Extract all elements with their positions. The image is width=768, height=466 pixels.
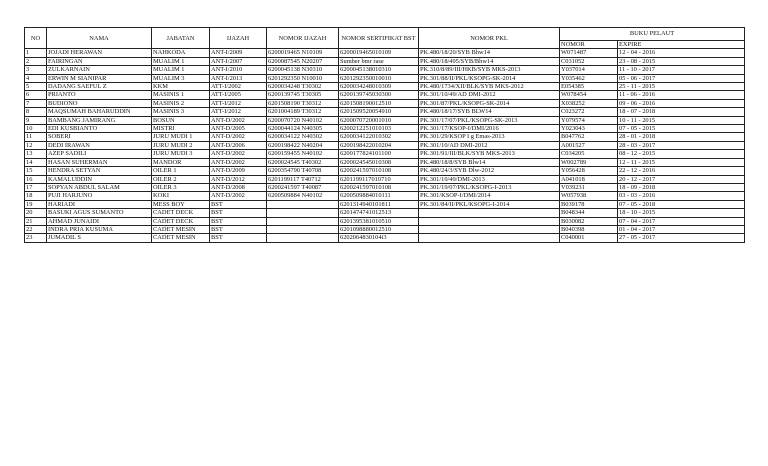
cell-nomor-pkl: PK.301/87/PKL/KSOPG-SK-2014 [419,99,560,107]
cell-ijazah: BST [210,200,267,208]
cell-jabatan: OILER 1 [152,167,210,175]
table-row [25,150,745,158]
cell-buku-nomor: W057938 [560,192,618,200]
cell-buku-expire: 18 - 07 - 2018 [618,108,745,116]
table-row [25,175,745,183]
header-ijazah: IJAZAH [210,28,267,49]
table-row [25,200,745,208]
cell-nomor-ijazah: 6201199117 T40712 [267,175,339,183]
cell-buku-expire: 08 - 12 - 2015 [618,150,745,158]
cell-buku-nomor: B040398 [560,225,618,233]
cell-nomor-pkl: PK.301/88/II/PKL/KSOPG-SK-2014 [419,74,560,82]
cell-jabatan: BOSUN [152,116,210,124]
cell-nomor-sertifikat: 6201508190012510 [339,99,419,107]
cell-nomor-sertifikat: 6200034248010309 [339,83,419,91]
cell-buku-expire: 05 - 06 - 2017 [618,74,745,82]
cell-nomor-pkl: PK.301/17/KSOP-I/DMI/2016 [419,125,560,133]
cell-no: 7 [25,99,47,107]
table-row [25,108,745,116]
cell-nomor-ijazah: 6200070720 N40102 [267,116,339,124]
cell-no: 13 [25,150,47,158]
cell-no: 10 [25,125,47,133]
cell-nomor-sertifikat: 6201292350010010 [339,74,419,82]
cell-no: 5 [25,83,47,91]
cell-nomor-ijazah: 6200139745 T30305 [267,91,339,99]
cell-buku-nomor: E054385 [560,83,618,91]
cell-no: 8 [25,108,47,116]
cell-buku-nomor: W071487 [560,49,618,57]
table-row [25,133,745,141]
cell-nomor-pkl: PK.301/10/AD DMI-2012 [419,141,560,149]
cell-nomor-ijazah: 6200509884 N40102 [267,192,339,200]
cell-no: 16 [25,175,47,183]
table-row [25,99,745,107]
table-header [25,28,745,49]
table-row [25,141,745,149]
cell-jabatan: MANDOR [152,158,210,166]
cell-nama: BUDIONO [47,99,152,107]
cell-ijazah: ATT-I/2002 [210,83,267,91]
cell-nomor-sertifikat: 6200212251010103 [339,125,419,133]
cell-nomor-pkl: PK.301/84/II/PKL/KSOPG-I-2014 [419,200,560,208]
cell-nama: DADANG SAEFUL Z [47,83,152,91]
cell-nomor-sertifikat: Sumber bmr rase [339,57,419,65]
cell-jabatan: MUALIM 3 [152,74,210,82]
cell-nomor-pkl: PK.301/17/07/PKL/KSOPG-SK-2013 [419,116,560,124]
cell-nomor-pkl: PK.480/18/20/SYB Bhw14 [419,49,560,57]
cell-ijazah: BST [210,217,267,225]
cell-buku-expire: 07 - 04 - 2017 [618,217,745,225]
cell-ijazah: ANT-I/2009 [210,49,267,57]
cell-nomor-ijazah [267,225,339,233]
cell-nomor-sertifikat: 6200198422010204 [339,141,419,149]
table-row [25,57,745,65]
cell-buku-expire: 22 - 12 - 2016 [618,167,745,175]
cell-jabatan: MISTRI [152,125,210,133]
cell-no: 18 [25,192,47,200]
table-row [25,125,745,133]
cell-buku-nomor: A001527 [560,141,618,149]
cell-buku-expire: 12 - 04 - 2016 [618,49,745,57]
cell-jabatan: MUALIM 1 [152,57,210,65]
cell-nomor-sertifikat: 6200241597010108 [339,183,419,191]
cell-nama: FAIRINGAN [47,57,152,65]
cell-jabatan: MASINIS 1 [152,91,210,99]
cell-buku-nomor: W002789 [560,158,618,166]
cell-jabatan: JURU MUDI 1 [152,133,210,141]
cell-nomor-pkl: PK.301/KSOP-I/DMI/2014 [419,192,560,200]
cell-nomor-sertifikat: 6200509884010111 [339,192,419,200]
cell-ijazah: BST [210,225,267,233]
cell-nomor-ijazah: 6201508190 T30312 [267,99,339,107]
cell-nomor-ijazah: 6200034122 N40302 [267,133,339,141]
cell-jabatan: MESS BOY [152,200,210,208]
cell-no: 15 [25,167,47,175]
cell-ijazah: ANT-D/2002 [210,158,267,166]
cell-ijazah: ANT-D/2002 [210,192,267,200]
cell-jabatan: CADET MESIN [152,234,210,242]
table-row [25,234,745,242]
header-buku-nomor: NOMOR [560,41,618,49]
cell-nomor-pkl [419,234,560,242]
cell-buku-nomor: C034205 [560,150,618,158]
table-row [25,183,745,191]
cell-jabatan: OILER 2 [152,175,210,183]
cell-nomor-pkl: PK.301/10/49/DMI-2013 [419,175,560,183]
cell-nama: HASAN SUHERMAN [47,158,152,166]
cell-buku-expire: 11 - 06 - 2016 [618,91,745,99]
cell-jabatan: KOKI [152,192,210,200]
cell-nama: SOPYAN ABDUL SALAM [47,183,152,191]
crew-table [24,27,745,243]
cell-nama: SOBERI [47,133,152,141]
cell-ijazah: ANT-D/2006 [210,141,267,149]
cell-nomor-ijazah: 6200019465 N10109 [267,49,339,57]
cell-nomor-sertifikat: 6200034122010302 [339,133,419,141]
cell-nama: INDRA PRIA KUSUMA [47,225,152,233]
cell-nama: HENDRA SETYAN [47,167,152,175]
table-row [25,192,745,200]
cell-nomor-ijazah: 6200159455 N40102 [267,150,339,158]
cell-no: 4 [25,74,47,82]
table-row [25,91,745,99]
cell-nama: MAQSUMAH BAHARUDDIN [47,108,152,116]
cell-nomor-sertifikat: 6201314940101811 [339,200,419,208]
cell-nomor-ijazah: 6200045138 N30310 [267,66,339,74]
header-no: NO [25,28,47,49]
table-row [25,49,745,57]
cell-buku-nomor: B039178 [560,200,618,208]
cell-jabatan: JURU MUDI 3 [152,150,210,158]
cell-nomor-pkl [419,225,560,233]
cell-ijazah: BST [210,209,267,217]
cell-nomor-pkl: PK.301/29/KSOP I g Emas-2013 [419,133,560,141]
cell-nomor-pkl: PK.310/8/89/III/HKB/SYB MKS-2013 [419,66,560,74]
cell-buku-expire: 20 - 12 - 2017 [618,175,745,183]
cell-no: 3 [25,66,47,74]
cell-nama: PRIANTO [47,91,152,99]
cell-nomor-ijazah: 6200024545 T40302 [267,158,339,166]
cell-jabatan: CADET MESIN [152,225,210,233]
cell-buku-nomor: B048344 [560,209,618,217]
cell-buku-expire: 18 - 09 - 2018 [618,183,745,191]
table-row [25,74,745,82]
cell-nomor-pkl [419,209,560,217]
cell-ijazah: ANT-I/2013 [210,74,267,82]
cell-nama: HARIADI [47,200,152,208]
cell-buku-expire: 28 - 01 - 2018 [618,133,745,141]
cell-nama: JUMADIL S [47,234,152,242]
header-nomor-pkl: NOMOR PKL [419,28,560,49]
cell-nomor-pkl: PK.301/91/III/BLK/SYB MKS-2013 [419,150,560,158]
cell-nomor-sertifikat: 6201199117010710 [339,175,419,183]
cell-ijazah: ANT-D/2002 [210,116,267,124]
table-row [25,209,745,217]
cell-buku-nomor: Y035462 [560,74,618,82]
cell-buku-nomor: C023272 [560,108,618,116]
cell-buku-expire: 12 - 11 - 2015 [618,158,745,166]
cell-nomor-pkl: PK.480/18/8/SYB Blw14 [419,158,560,166]
cell-nama: PUJI HARJUNO [47,192,152,200]
cell-no: 17 [25,183,47,191]
header-buku-pelaut: BUKU PELAUT [560,28,745,41]
cell-ijazah: ATT-I/2005 [210,91,267,99]
cell-buku-nomor: A041018 [560,175,618,183]
cell-nomor-pkl: PK.301/19/07/PKL/KSOPG-I-2013 [419,183,560,191]
cell-nomor-pkl: PK.480/18/17/SYB BLW14 [419,108,560,116]
cell-nama: KAMALUDDIN [47,175,152,183]
cell-no: 2 [25,57,47,65]
cell-nama: BASUKI AGUS SUMANTO [47,209,152,217]
cell-jabatan: MASINIS 3 [152,108,210,116]
cell-buku-expire: 09 - 06 - 2016 [618,99,745,107]
cell-buku-expire: 27 - 05 - 2017 [618,234,745,242]
cell-buku-nomor: C031052 [560,57,618,65]
cell-nama: JOJADI HERAWAN [47,49,152,57]
cell-nama: AZEP SADILI [47,150,152,158]
cell-ijazah: ANT-D/2012 [210,175,267,183]
cell-nomor-ijazah: 6201292350 N10010 [267,74,339,82]
cell-ijazah: ANT-I/2007 [210,57,267,65]
cell-nomor-sertifikat: 6200045138010310 [339,66,419,74]
cell-nomor-ijazah: 6200087545 N20207 [267,57,339,65]
cell-nomor-sertifikat: 6200024545010308 [339,158,419,166]
cell-jabatan: MUALIM 1 [152,66,210,74]
cell-ijazah: ANT-D/2002 [210,150,267,158]
cell-buku-nomor: Y056428 [560,167,618,175]
header-nomor-ijazah: NOMOR IJAZAH [267,28,339,49]
cell-nama: BAMBANG JAMIRANG [47,116,152,124]
cell-nomor-sertifikat: 6201474741012513 [339,209,419,217]
cell-buku-expire: 01 - 04 - 2017 [618,225,745,233]
cell-nomor-pkl [419,217,560,225]
cell-buku-nomor: C040001 [560,234,618,242]
cell-ijazah: ANT-I/2010 [210,66,267,74]
cell-no: 6 [25,91,47,99]
cell-jabatan: OILER 3 [152,183,210,191]
cell-nomor-pkl: PK.480/1734/XII/BLK/SYB MKS-2012 [419,83,560,91]
table-body [25,49,745,242]
cell-nomor-sertifikat: 6200177824101100 [339,150,419,158]
cell-nomor-sertifikat: 6201098880012510 [339,225,419,233]
cell-buku-expire: 03 - 03 - 2016 [618,192,745,200]
cell-jabatan: CADET DECK [152,217,210,225]
header-nama: NAMA [47,28,152,49]
cell-nomor-ijazah [267,217,339,225]
cell-no: 21 [25,217,47,225]
cell-nomor-sertifikat: 6200019465010109 [339,49,419,57]
cell-ijazah: ATT-I/2012 [210,108,267,116]
cell-nama: EDI KUSBIANTO [47,125,152,133]
cell-buku-nomor: W078454 [560,91,618,99]
cell-buku-nomor: Y037014 [560,66,618,74]
table-row [25,158,745,166]
header-nomor-sertifikat: NOMOR SERTIFIKAT BST [339,28,419,49]
cell-nomor-sertifikat: 6201509520054910 [339,108,419,116]
cell-nomor-ijazah: 6201004189 T30312 [267,108,339,116]
cell-nomor-sertifikat: 6200139745030300 [339,91,419,99]
cell-nama: ERWIN M SIANIPAR [47,74,152,82]
table-row [25,66,745,74]
cell-no: 23 [25,234,47,242]
table-row [25,116,745,124]
cell-ijazah: ANT-D/2002 [210,133,267,141]
cell-nomor-pkl: PK.301/10/49/AD DMI-2012 [419,91,560,99]
cell-nama: AHMAD JUNAIDI [47,217,152,225]
table-row [25,225,745,233]
table-row [25,217,745,225]
header-buku-expire: EXPIRE [618,41,745,49]
cell-buku-expire: 07 - 05 - 2018 [618,200,745,208]
cell-buku-nomor: V039231 [560,183,618,191]
cell-buku-expire: 07 - 05 - 2015 [618,125,745,133]
cell-buku-expire: 18 - 10 - 2015 [618,209,745,217]
cell-nomor-sertifikat: 6201395381010510 [339,217,419,225]
cell-nomor-ijazah: 6200034248 T30302 [267,83,339,91]
cell-nomor-ijazah: 6200354790 T40708 [267,167,339,175]
cell-buku-expire: 10 - 11 - 2015 [618,116,745,124]
cell-ijazah: ANT-D/2008 [210,183,267,191]
header-jabatan: JABATAN [152,28,210,49]
cell-buku-nomor: B047762 [560,133,618,141]
cell-nomor-sertifikat: 6200241597010108 [339,167,419,175]
cell-no: 12 [25,141,47,149]
cell-nomor-pkl: PK.480/18/495/SYB/Bhw14 [419,57,560,65]
cell-nomor-sertifikat: 6202064830104i3 [339,234,419,242]
cell-no: 1 [25,49,47,57]
cell-buku-expire: 28 - 03 - 2017 [618,141,745,149]
cell-nama: DEDI IRAWAN [47,141,152,149]
table-row [25,167,745,175]
cell-nomor-ijazah: 6200044124 N40305 [267,125,339,133]
cell-jabatan: KKM [152,83,210,91]
cell-buku-nomor: Y023043 [560,125,618,133]
cell-buku-expire: 25 - 11 - 2015 [618,83,745,91]
cell-nomor-pkl: PK.480/24/3/SYB Dlw-2012 [419,167,560,175]
cell-jabatan: NAHKODA [152,49,210,57]
cell-buku-nomor: B030082 [560,217,618,225]
cell-no: 20 [25,209,47,217]
cell-no: 22 [25,225,47,233]
cell-jabatan: CADET DECK [152,209,210,217]
cell-nomor-ijazah: 6200198422 N40204 [267,141,339,149]
cell-nomor-ijazah [267,200,339,208]
cell-ijazah: ATT-I/2012 [210,99,267,107]
cell-buku-expire: 11 - 10 - 2017 [618,66,745,74]
cell-nomor-ijazah [267,234,339,242]
cell-ijazah: BST [210,234,267,242]
cell-buku-nomor: X038252 [560,99,618,107]
cell-nomor-ijazah [267,209,339,217]
cell-no: 19 [25,200,47,208]
cell-no: 11 [25,133,47,141]
cell-ijazah: ANT-D/2009 [210,167,267,175]
cell-nomor-sertifikat: 6200070720001010 [339,116,419,124]
table-row [25,83,745,91]
cell-buku-expire: 23 - 08 - 2015 [618,57,745,65]
cell-nama: ZULKARNAIN [47,66,152,74]
cell-ijazah: ANT-D/2005 [210,125,267,133]
cell-nomor-ijazah: 6200241597 T40087 [267,183,339,191]
cell-no: 9 [25,116,47,124]
cell-buku-nomor: Y079574 [560,116,618,124]
cell-jabatan: JURU MUDI 2 [152,141,210,149]
cell-no: 14 [25,158,47,166]
cell-jabatan: MASINIS 2 [152,99,210,107]
